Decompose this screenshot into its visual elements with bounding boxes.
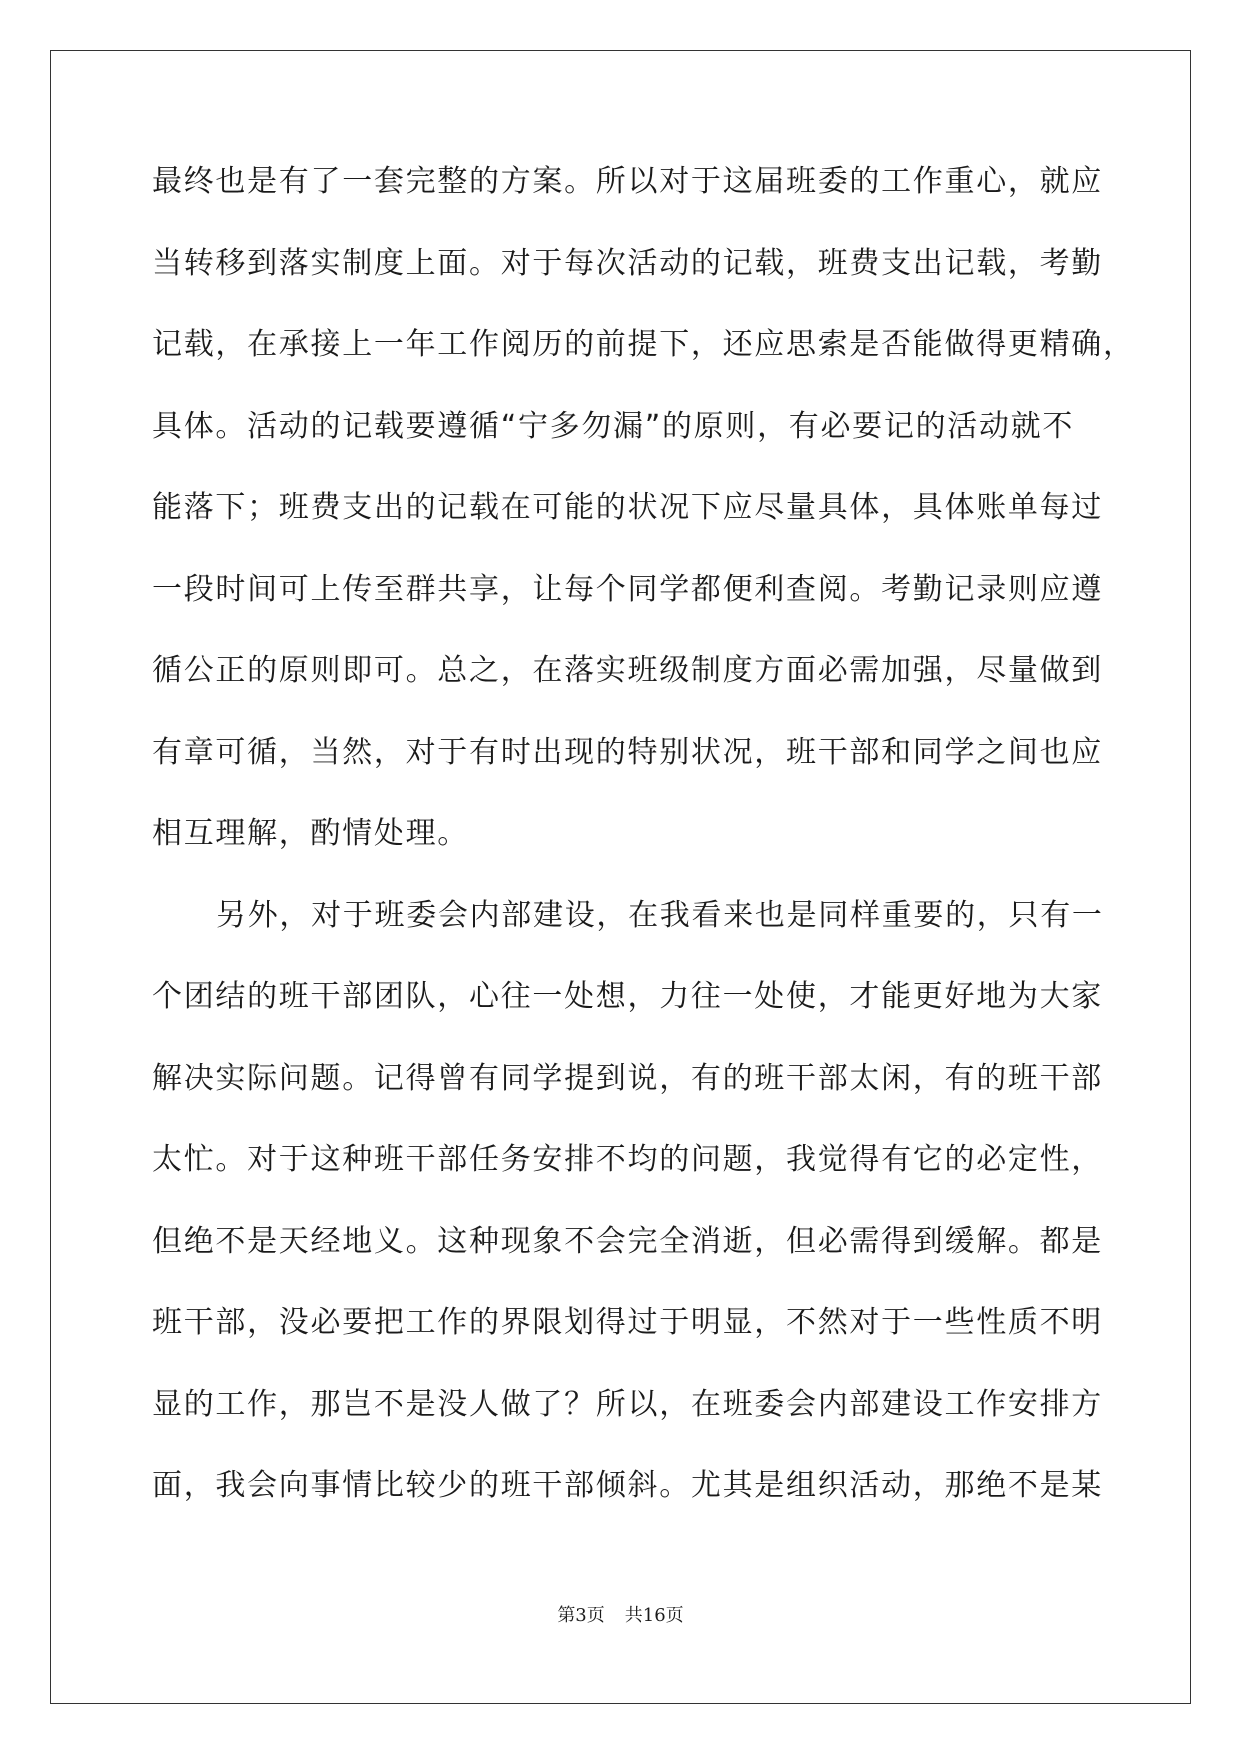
text-line: 最终也是有了一套完整的方案。所以对于这届班委的工作重心，就应 (152, 164, 1103, 199)
page-number: 第3页 (557, 1605, 605, 1626)
text-line: 一段时间可上传至群共享，让每个同学都便利查阅。考勤记录则应遵 (152, 571, 1103, 607)
page-footer (0, 1601, 1241, 1627)
text-line: 具体。活动的记载要遵循“宁多勿漏”的原则，有必要记的活动就不 (152, 408, 1075, 444)
text-line: 太忙。对于这种班干部任务安排不均的问题，我觉得有它的必定性， (152, 1142, 1103, 1177)
text-line: 解决实际问题。记得曾有同学提到说，有的班干部太闲，有的班干部 (152, 1060, 1103, 1096)
text-line: 能落下；班费支出的记载在可能的状况下应尽量具体，具体账单每过 (152, 490, 1103, 525)
paragraph-first-line: 另外，对于班委会内部建设，在我看来也是同样重要的，只有一 (216, 897, 1104, 933)
text-line: 循公正的原则即可。总之，在落实班级制度方面必需加强，尽量做到 (152, 653, 1103, 688)
page-total: 共16页 (624, 1605, 684, 1626)
text-line: 但绝不是天经地义。这种现象不会完全消逝，但必需得到缓解。都是 (152, 1223, 1103, 1259)
document-body (152, 162, 1135, 1548)
text-line: 记载，在承接上一年工作阅历的前提下，还应思索是否能做得更精确， (152, 327, 1135, 362)
text-line: 班干部，没必要把工作的界限划得过于明显，不然对于一些性质不明 (152, 1305, 1103, 1340)
text-line: 相互理解，酌情处理。 (152, 816, 469, 851)
text-line: 个团结的班干部团队，心往一处想，力往一处使，才能更好地为大家 (152, 979, 1103, 1014)
text-line: 显的工作，那岂不是没人做了？所以，在班委会内部建设工作安排方 (152, 1386, 1103, 1422)
text-line: 有章可循，当然，对于有时出现的特别状况，班干部和同学之间也应 (152, 734, 1103, 770)
text-line: 面，我会向事情比较少的班干部倾斜。尤其是组织活动，那绝不是某 (152, 1468, 1103, 1503)
text-line: 当转移到落实制度上面。对于每次活动的记载，班费支出记载，考勤 (152, 245, 1103, 281)
